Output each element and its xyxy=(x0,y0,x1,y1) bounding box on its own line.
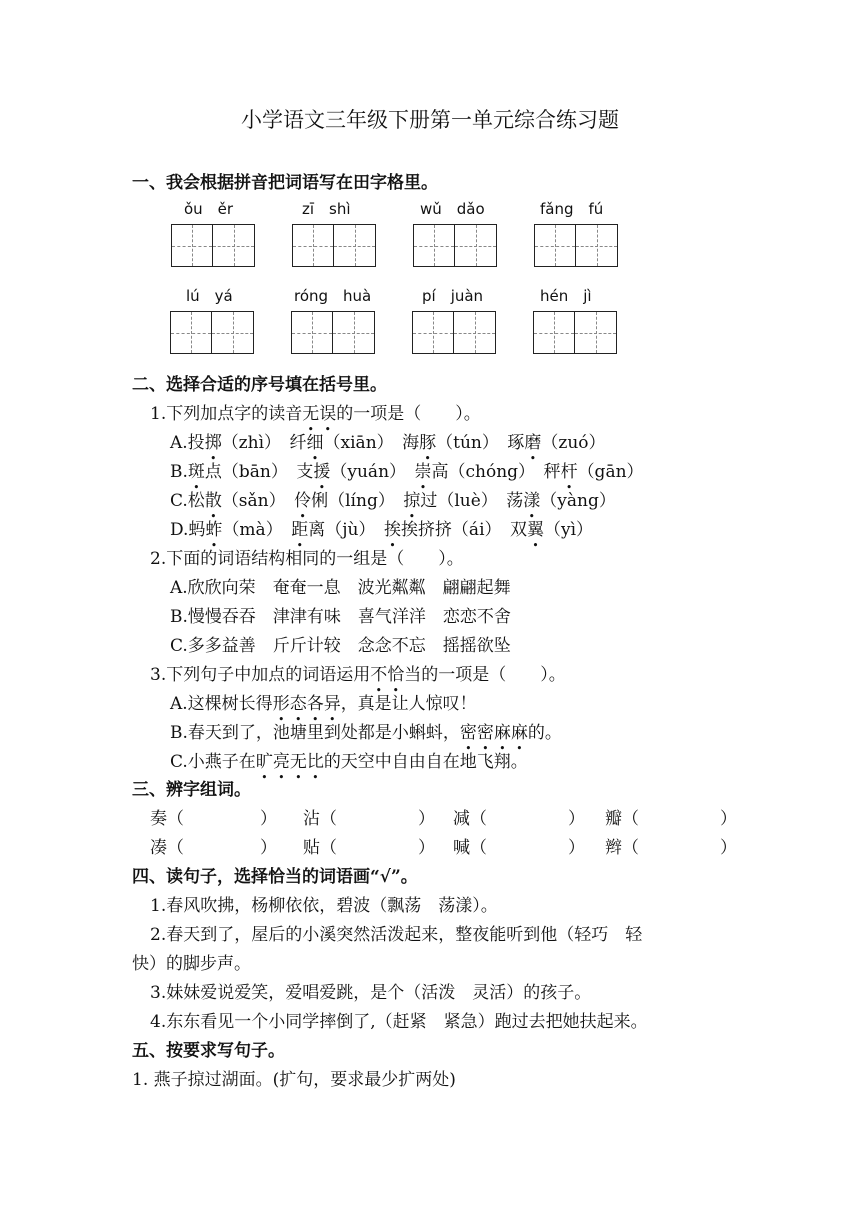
sentence-1: 1.春风吹拂，杨柳依依，碧波（飘荡 荡漾）。 xyxy=(150,896,498,916)
sentence-2: 2.春天到了，屋后的小溪突然活泼起来，整夜能听到他（轻巧 轻 xyxy=(150,925,643,945)
section-2-heading: 二、选择合适的序号填在括号里。 xyxy=(132,375,387,395)
question-1-option-b: B.斑点（bān） 支援（yuán） 崇高（chóng） 秤杆（gān） xyxy=(170,462,644,482)
question-1-stem: 1.下列加点字的读音无误的一项是（ ）。 xyxy=(150,404,481,424)
pinyin-label: pí juàn xyxy=(422,287,484,305)
question-3-option-a: A.这棵树长得形态各异，真是让人惊叹！ xyxy=(170,694,477,714)
rewrite-task-1: 1. 燕子掠过湖面。(扩句，要求最少扩两处) xyxy=(132,1070,456,1090)
section-3-heading: 三、辨字组词。 xyxy=(132,780,251,800)
tianzige-box[interactable] xyxy=(170,311,254,354)
pinyin-label: wǔ dǎo xyxy=(420,200,485,218)
pinyin-label: ǒu ěr xyxy=(184,200,234,218)
question-2-stem: 2.下面的词语结构相同的一组是（ ）。 xyxy=(150,549,464,569)
question-1-option-c: C.松散（sǎn） 伶俐（líng） 掠过（luè） 荡漾（yàng） xyxy=(170,491,616,511)
sentence-3: 3.妹妹爱说爱笑，爱唱爱跳，是个（活泼 灵活）的孩子。 xyxy=(150,983,592,1003)
tianzige-box[interactable] xyxy=(171,224,255,267)
page-title: 小学语文三年级下册第一单元综合练习题 xyxy=(241,108,619,132)
pinyin-label: fǎng fú xyxy=(540,200,604,218)
tianzige-box[interactable] xyxy=(534,224,618,267)
pinyin-label: hén jì xyxy=(540,287,592,305)
question-3-option-c: C.小燕子在旷亮无比的天空中自由自在地飞翔。 xyxy=(170,752,528,772)
question-3-option-b: B.春天到了，池塘里到处都是小蝌蚪，密密麻麻的。 xyxy=(170,723,562,743)
question-1-option-a: A.投掷（zhì） 纤细（xiān） 海豚（tún） 琢磨（zuó） xyxy=(170,433,606,453)
section-4-heading: 四、读句子，选择恰当的词语画“√”。 xyxy=(132,867,418,887)
question-2-option-b: B.慢慢吞吞 津津有味 喜气洋洋 恋恋不舍 xyxy=(170,607,511,627)
question-3-stem: 3.下列句子中加点的词语运用不恰当的一项是（ ）。 xyxy=(150,665,566,685)
tianzige-box[interactable] xyxy=(412,311,496,354)
sentence-4: 4.东东看见一个小同学摔倒了,（赶紧 紧急）跑过去把她扶起来。 xyxy=(150,1012,648,1032)
question-2-option-c: C.多多益善 斤斤计较 念念不忘 摇摇欲坠 xyxy=(170,636,511,656)
tianzige-box[interactable] xyxy=(291,311,375,354)
pinyin-label: róng huà xyxy=(294,287,372,305)
sentence-2-continued: 快）的脚步声。 xyxy=(132,954,251,974)
section-5-heading: 五、按要求写句子。 xyxy=(132,1041,285,1061)
section-1-heading: 一、我会根据拼音把词语写在田字格里。 xyxy=(132,173,438,193)
tianzige-box[interactable] xyxy=(292,224,376,267)
pinyin-label: zī shì xyxy=(302,200,351,218)
pinyin-label: lú yá xyxy=(186,287,233,305)
tianzige-box[interactable] xyxy=(413,224,497,267)
tianzige-box[interactable] xyxy=(533,311,617,354)
question-1-option-d: D.蚂蚱（mà） 距离（jù） 挨挨挤挤（ái） 双翼（yì） xyxy=(170,520,594,540)
question-2-option-a: A.欣欣向荣 奄奄一息 波光粼粼 翩翩起舞 xyxy=(170,578,511,598)
